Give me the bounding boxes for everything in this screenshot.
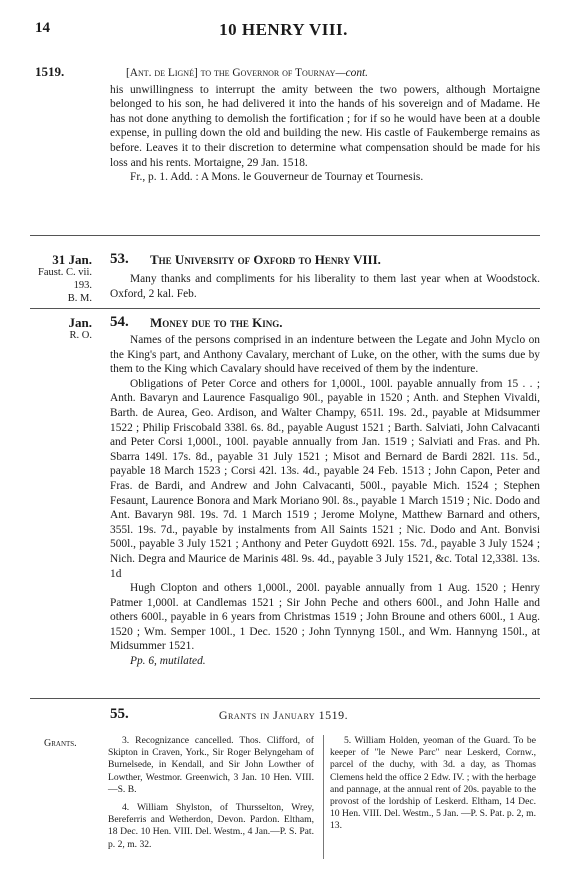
section-divider bbox=[30, 308, 540, 309]
entry-53-title: The University of Oxford to Henry VIII. bbox=[150, 252, 381, 267]
grants-side-label: Grants. bbox=[44, 738, 77, 749]
year-marker: 1519. bbox=[35, 64, 65, 79]
grants-column-right bbox=[330, 735, 536, 839]
entry-53-ref-1: Faust. C. vii. bbox=[38, 267, 92, 278]
grants-column-left bbox=[108, 735, 314, 857]
entry-54-margin bbox=[20, 316, 92, 342]
entry-53-body bbox=[110, 272, 540, 301]
entry-52-heading: [Ant. de Ligné] to the Governor of Tournay—cont. bbox=[126, 67, 369, 79]
section-divider bbox=[30, 235, 540, 236]
entry-54-date: Jan. bbox=[68, 315, 92, 330]
entry-54-note: Pp. 6, mutilated. bbox=[130, 655, 206, 668]
grant-item-4: 4. William Shylston, of Thursselton, Wrey, Bereferris and Wetherdon, Devon. Pardon. Eltham, 18 Dec. 10 Hen. VIII. Del. Westm., 4 Jan.—P. S. Pat. p. 2, m. 32. bbox=[108, 802, 314, 850]
entry-55-title: Grants in January 1519. bbox=[218, 708, 349, 722]
page-header bbox=[0, 20, 567, 44]
entry-54-para-3: Hugh Clopton and others 1,000l., 200l. payable annually from 1 Aug. 1520 ; Henry Patmer 1,000l. at Candlemas 1521 ; Sir John Peche and others 600l., and John Halle and others 600l., payable in 6 years from Christmas 1519 ; John Broune and others 600l., 1 Aug. 1520 ; Wm. Semper 100l., 1 Dec. 1520 ; John Tynnyng 150l., and Wm. Hannyng 150l., at Midsummer 1521. bbox=[110, 582, 540, 653]
entry-53-text: Many thanks and compliments for his liberality to them last year when at Woodstock. Oxford, 2 kal. Feb. bbox=[110, 273, 540, 300]
column-divider bbox=[323, 735, 324, 859]
entry-54-para-1: Names of the persons comprised in an indenture between the Legate and John Myclo on the King's part, and Anthony Cavalary, merchant of Luke, on the other, with the sums due by them to the King which Cavalary should have received of them by the indenture. bbox=[110, 334, 540, 376]
entry-53-ref-2: 193. bbox=[73, 280, 92, 291]
entry-52-note: Fr., p. 1. Add. : A Mons. le Gouverneur de Tournay et Tournesis. bbox=[130, 171, 424, 184]
grant-item-5: 5. William Holden, yeoman of the Guard. To be keeper of "le Newe Parc" near Leskerd, Cornw., parcel of the duchy, with 3d. a day, as Thomas Clemens held the office 2 Edw. IV. ; with the herbage and pannage, at the annual rent of 20s. payable to the provost of the lordship of Leskerd. Eltham, 14 Dec. 10 Hen. VIII. Del. Westm., 5 Jan. —P. S. Pat. p. 2, m. 13. bbox=[330, 735, 536, 832]
entry-54-title: Money due to the King. bbox=[150, 315, 283, 330]
entry-52-text: his unwillingness to interrupt the amity between the two powers, although Mortaigne belonged to his son, he had delivered it into the hands of his sovereign and of Madame. He has not done anything to demolish the fortification ; for if so he would have been at a double expense, in pulling down the old and building the new. His castle of Faukemberge remains as before. Leaves it to their discretion to determine what compensation should be made for his loss and his rents. Mortaigne, 29 Jan. 1518. bbox=[110, 83, 540, 169]
entry-54-number: 54. bbox=[110, 314, 129, 330]
entry-54-body bbox=[110, 333, 540, 669]
section-divider bbox=[30, 698, 540, 699]
entry-54-ref: R. O. bbox=[69, 330, 92, 341]
entry-53-ref-3: B. M. bbox=[67, 293, 92, 304]
entry-53-margin bbox=[20, 253, 92, 305]
entry-55-number: 55. bbox=[110, 706, 129, 722]
running-head: 10 HENRY VIII. bbox=[219, 20, 348, 39]
page-number: 14 bbox=[35, 20, 50, 36]
entry-54-para-2: Obligations of Peter Corce and others for 1,000l., 100l. payable annually from 15 . . ; Anth. Bavaryn and Laurence Fasqualigo 90l., payable in 1520 ; Anth. and Stephen Vivaldi, Barth. de Aurea, Geo. Ardison, and Walter Champy, 651l. 19s. 2d., payable at Midsummer 1522 ; Philip Friscobald 338l. 6s. 8d., payable August 1521 ; Barth. Salviati, John Calvacanti and Peter Corsi 1,000l., 100l. payable annually from Jan. 1519 ; Salviati and Fras. and Ph. Sbarra 149l. 17s. 8d., payable 31 July 1521 ; Misot and Bernard de Bardi 282l. 11s. 5d., payable 18 March 1523 ; Corsi 42l. 13s. 4d., payable 24 Feb. 1513 ; John Capon, Peter and Fras. de Bardi, and Andrew and John Calvacanti, 500l., payable Mich. 1524 ; Stephen Fesaunt, Laurence Bonora and Mark Moriano 90l. 8s., payable 1 March 1519 ; Nic. Dodo and Ant. Bavaryn 98l. 19s. 7d. 1 March 1519 ; Jerome Molyne, Matthew Barnard and others, 355l. 19s. 7d., payable by instalments from All Saints 1521 ; Nic. Dodo and Ant. Bonvisi 500l., payable 3 July 1521 ; Anthony and Peter Guydott 692l. 15s. 7d., payable 3 July 1524 ; Nich. Degra and Maurice de Marinis 48l. 9s. 4d., payable 3 July 1521, &c. Total 12,338l. 13s. 1d bbox=[110, 377, 540, 580]
grant-item-3: 3. Recognizance cancelled. Thos. Clifford, of Skipton in Craven, York., Sir Roger Belyngeham of Burnelsede, in Kendall, and Sir John Lowther of Lowther, Westmor. Greenwich, 3 Jan. 10 Hen. VIII.—S. B. bbox=[108, 735, 314, 795]
entry-53-number: 53. bbox=[110, 251, 129, 267]
entry-52-continuation bbox=[110, 66, 540, 185]
entry-53-date: 31 Jan. bbox=[52, 252, 92, 267]
